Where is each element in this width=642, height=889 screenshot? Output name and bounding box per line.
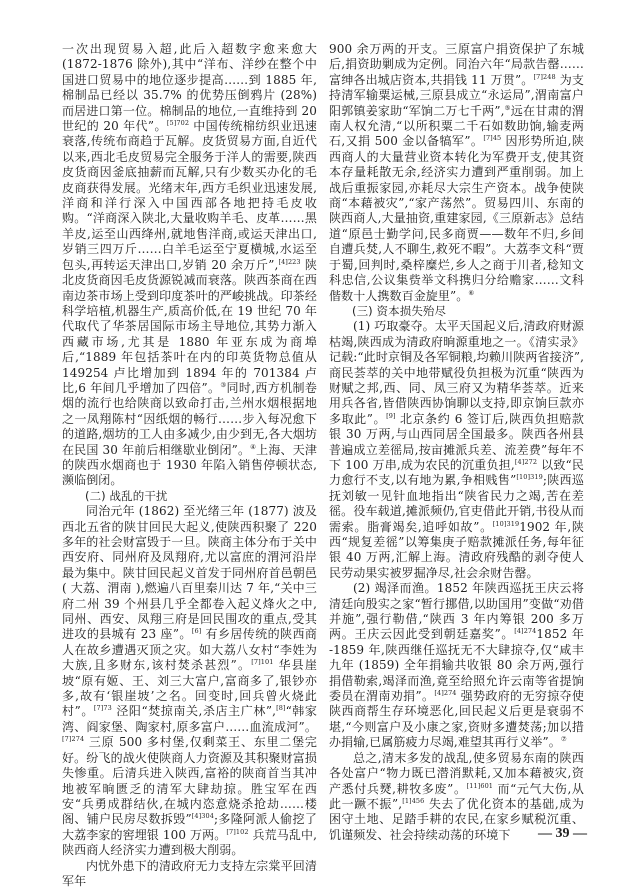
text-run: (2) 竭泽而渔。1852 年陕西巡抚王庆云将清廷向殷实之家“暂行挪借,以助国用”变做“劝借并施”,强行勒借,“陕西 3 年内筹银 200 多万两。王庆云因此受到朝廷嘉奖”。 bbox=[329, 581, 584, 642]
citation-reference: [4]274 bbox=[434, 689, 457, 698]
text-run: 同时,西方机制卷烟的流行也给陕商以致命打击,兰州水烟根据地之一凤翔陈村“因纸烟的畅行……步入每况愈下的道路,烟坊的工人由多减少,由少到无,各大烟坊在民国 30 年前后相继歇业倒闭”。 bbox=[62, 380, 317, 457]
citation-reference: ⑤ bbox=[504, 103, 511, 112]
text-run: 1902 年,陕西“规复差徭”以筹集庚子赔款摊派任务,每年征银 40 万两,汇解上海。清政府残酷的剥夺使人民劳动果实被罗掘净尽,社会余财告罄。 bbox=[329, 519, 584, 580]
text-run: 中国传统棉纺织业迅速衰落,传统布商趋于瓦解。皮货贸易方面,自近代以来,西北毛皮贸易完全服务于洋人的需要,陕西皮货商因釜底抽薪而瓦解,只有少数买办化的毛皮商获得发展。光绪末年,西方毛织业迅速发展,洋商和洋行深入中国西部各地把持毛皮收购。“洋商深入陕北,大量收购羊毛、皮革……黑羊皮,运至山西绛州,就地售洋商,或运天津出口,岁销三四万斤……白羊毛运至宁夏横城,水运至包头,再转运天津出口,岁销 20 余万斤”, bbox=[62, 119, 317, 272]
citation-reference: [7]248 bbox=[533, 72, 556, 81]
paragraph bbox=[329, 581, 584, 750]
paragraph bbox=[62, 42, 317, 489]
citation-reference: [7]45 bbox=[483, 134, 502, 143]
citation-reference: ⑦ bbox=[560, 735, 567, 744]
citation-reference: [9] bbox=[386, 411, 396, 420]
citation-reference: ⑥ bbox=[468, 288, 475, 297]
text-run: 远在甘肃的渭南人权允清,“以所积粟二千石如数助饷,输麦两石,又捐 500 金以备犒军”。 bbox=[329, 103, 584, 149]
section-heading: (三) 资本损失殆尽 bbox=[352, 303, 447, 318]
citation-reference: [7]274 bbox=[62, 735, 85, 744]
text-run: 同治元年 (1862) 至光绪三年 (1877) 波及西北五省的陕甘回民大起义,使陕西积聚了 220 多年的社会财富毁于一旦。陕商主体分布于关中西安府、同州府及凤翔府,尤以富庶的渭河沿岸最为集中。陕甘回民起义首发于同州府首邑朝邑 ( 大荔、渭南 ),燃遍八百里秦川达 7 年,“关中三府二州 39 个州县几乎全都卷入起义烽火之中,同州、西安、凤翔三府是回民围攻的重点,受其进攻的县城有 23 座”。 bbox=[62, 504, 317, 642]
text-run: 内忧外患下的清政府无力支持左宗棠平回清军年 bbox=[62, 858, 317, 888]
citation-reference: [7]102 bbox=[226, 827, 249, 836]
citation-reference: [8] bbox=[276, 704, 286, 713]
text-run: ;陕西巡抚刘敏一见针血地指出“陕省民力之竭,苦在差徭。役车载道,摊派频仍,官吏借此开销,书役从而需索。脂膏竭矣,追呼如故”。 bbox=[329, 473, 584, 534]
citation-reference: [10]319 bbox=[516, 473, 543, 482]
text-run: “韩家湾、阎家堡、陶家村,原多富户……血流成河”。 bbox=[62, 704, 317, 734]
text-run: 因形势所迫,陕西商人的大量营业资本转化为军费开支,使其资本存量耗散无余,经济实力遭到严重削弱。加上战后重振家园,亦耗尽大宗生产资本。战争使陕商“本藉被灾”,“家产荡然”。贸易四川、东南的陕西商人,大量抽资,重建家园,《三原新志》总结道“原邑士勤学问,民多商贾——数年不归,乡间自遭兵焚,人不聊生,救死不暇”。大荔李文科“贾于蜀,回判时,桑梓糜烂,乡人之商于川者,稔知文科忠信,公议集赀举文科携归分给赡家……文科偕数十人携数百金旋里”。 bbox=[329, 134, 584, 303]
text-run: ;多隆阿派人偷挖了大荔李家的窖埋银 100 万两。 bbox=[62, 812, 317, 842]
citation-reference: ③ bbox=[220, 380, 227, 389]
text-run: 上海、天津的陕西水烟商也于 1930 年陷入销售停顿状态,濒临倒闭。 bbox=[62, 442, 317, 488]
text-run: 总之,清末多发的战乱,使多贸易东南的陕西各处富户“物力既已潜消默耗,又加本藉被灾,资产悉付兵燹,耕牧多废”。 bbox=[329, 750, 584, 796]
paragraph bbox=[329, 319, 584, 581]
text-run: 华县崖坡“原有姬、王、刘三大富户,富商多了,银钞亦多,故有‘银崖坡’之名。回变时,回兵曾火烧此村”。 bbox=[62, 658, 317, 719]
citation-reference: [7]101 bbox=[251, 658, 274, 667]
left-column bbox=[62, 42, 317, 889]
text-run: 强势政府的无穷掠夺使陕西商帮生存环境恶化,回民起义后更是衰弱不堪,“今则富户及小康之家,资财多遭焚荡;加以措办捐输,已属筋疲力尽竭,难望其再行义举”。 bbox=[329, 689, 584, 750]
citation-reference: [6] bbox=[191, 627, 202, 636]
text-run: 一次出现贸易入超,此后入超数字愈来愈大 (1872-1876 除外),其中“洋布、洋纱在整个中国进口贸易中的地位逐步提高……到 1885 年,棉制品已经以 35.7% 的优势压倒鸦片 (28%) 而居进口第一位。棉制品的地位,一直维持到 20 世纪的 20 年代”。 bbox=[62, 42, 317, 134]
citation-reference: [7]73 bbox=[93, 704, 112, 713]
text-run: (1) 巧取豪夺。太平天国起义后,清政府财源枯竭,陕西成为清政府晌源重地之一。《清实录》记载:“此时京铜及各军铜粮,均赖川陕两省接济”,商民荟萃的关中地带赋役负担极为沉重“陕西为财赋之邦,西、同、凤三府又为精华荟萃。近来用兵各省,皆借陕西协饷聊以支持,即京饷巨款亦多取此”。 bbox=[329, 319, 584, 426]
paragraph bbox=[62, 859, 317, 889]
text-run: 失去了优化资本的基础,成为困守土地、足踏手耕的农民,在家乡赋税沉重、饥谨频发、社会持续动荡的环境下 bbox=[329, 796, 585, 842]
text-run: 兵荒马乱中,陕西商人经济实力遭到极大削弱。 bbox=[62, 827, 317, 858]
citation-reference: [4]272 bbox=[514, 457, 538, 466]
citation-reference: [4]223 bbox=[278, 257, 301, 266]
citation-reference: [4]304 bbox=[191, 812, 214, 821]
text-run: 有乡居传统的陕西商人在故乡遭遇灭顶之灾。如大荔八女村“李姓为大族,且多财东,该村焚杀甚烈”。 bbox=[62, 627, 317, 673]
citation-reference: [5]702 bbox=[166, 119, 190, 128]
text-run: 为支持清军输粟运械,三原县成立“永运局”,渭南富户阳郭镇姜家助“军饷二万七千两”, bbox=[329, 72, 584, 118]
text-run: 以致“民力愈行不支,以有地为累,争相贱售” bbox=[329, 457, 584, 488]
citation-reference: [1]456 bbox=[402, 796, 425, 805]
right-column bbox=[329, 42, 584, 843]
text-run: 三原 500 多村堡,仅剩菜王、东里二堡完好。纷飞的战火使陕商人力资源及其积聚财富损失惨重。后清兵进入陕西,富裕的陕商首当其冲地被军晌匮乏的清军大肆劫掠。胜宝军在西安“兵勇成群结伙,在城内恣意烧杀抢劫……楼阁、铺户民房尽数拆毁” bbox=[62, 735, 317, 827]
citation-reference: [11]601 bbox=[466, 781, 494, 790]
page-number: — 39 — bbox=[538, 826, 587, 841]
text-run: 1852 年 -1859 年,陕西继任巡抚无不大肆掠夺,仅“咸丰九年 (1859) 全年捐输共收银 80 余万两,强行捐借勒索,竭泽而渔,竟至给照允许云南等省提饷委员在渭南劝捐”。 bbox=[329, 627, 584, 704]
citation-reference: ④ bbox=[250, 442, 257, 451]
text-run: 北京条约 6 签订后,陕西负担赔款银 30 万两,与山西同居全国最多。陕西各州县普遍成立差徭局,按亩摊派兵差、流差费”每年不下 100 万串,成为农民的沉重负担, bbox=[329, 411, 584, 472]
citation-reference: [10]319 bbox=[492, 519, 520, 528]
paragraph bbox=[62, 504, 317, 858]
paragraph bbox=[329, 42, 584, 304]
text-run: 而“元气大伤,从此一蹶不振”, bbox=[329, 781, 584, 811]
section-heading: (二) 战乱的干扰 bbox=[85, 488, 168, 503]
text-run: 陕北皮货商因毛皮货源锐减而衰落。陕西茶商在西南边茶市场上受到印度茶叶的严峻挑战。印茶经科学培植,机器生产,质高价低,在 19 世纪 70 年代取代了华茶居国际市场主导地位,其势力渐入西藏市场,尤其是 1880 年亚东成为商埠后,“1889 年包括茶叶在内的印英货物总值从 149254 卢比增加到 1894 年的 701384 卢比,6 年间几乎增加了四倍”。 bbox=[62, 257, 317, 395]
text-run: 900 余万两的开支。三原富户捐资保护了东城后,捐资助剿成为定例。同治六年“局款告罄……富绅各出城店资本,共捐钱 11 万贯”。 bbox=[329, 42, 584, 87]
text-run: 泾阳“焚掠南关,杀店主广林”, bbox=[111, 704, 277, 719]
citation-reference: [4]274 bbox=[514, 627, 537, 636]
